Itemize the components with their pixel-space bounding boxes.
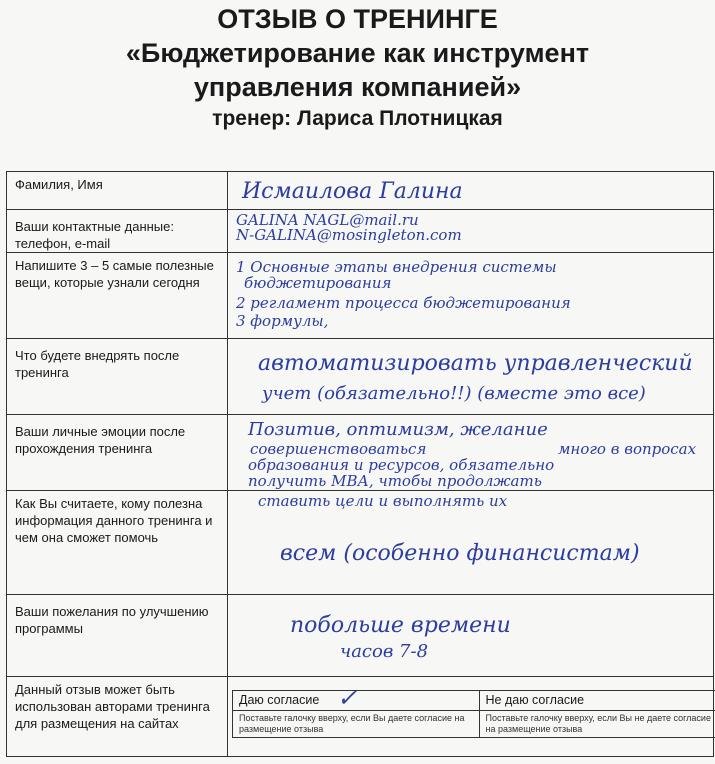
answer-text: учет (обязательно!!) (вместе это все) [262, 383, 646, 404]
agree-label: Даю согласие [239, 693, 320, 707]
answer-text: Исмаилова Галина [242, 179, 463, 204]
answer-emotions[interactable] [228, 415, 714, 491]
trainer-name: тренер: Лариса Плотницкая [212, 107, 503, 130]
answer-text: образования и ресурсов, обязательно [248, 456, 555, 474]
disagree-label: Не даю согласие [485, 693, 585, 707]
disagree-option[interactable] [479, 691, 715, 711]
form-header [0, 0, 715, 133]
question-emotions: Ваши личные эмоции после прохождения тренинга [7, 415, 228, 491]
table-row [7, 595, 714, 677]
answer-suggestions[interactable] [228, 595, 714, 677]
checkmark-icon: ✓ [337, 684, 358, 712]
answer-name[interactable] [228, 172, 714, 210]
answer-text: много в вопросах [558, 440, 697, 458]
table-row [7, 172, 714, 210]
table-row [7, 677, 714, 757]
question-implement: Что будете внедрять после тренинга [7, 339, 228, 415]
table-row [7, 339, 714, 415]
table-row [7, 253, 714, 339]
answer-text: всем (особенно финансистам) [280, 541, 640, 566]
question-consent: Данный отзыв может быть использован авторами тренинга для размещения на сайтах [7, 677, 228, 757]
agree-hint: Поставьте галочку вверху, если Вы даете согласие на размещение отзыва [233, 711, 480, 738]
answer-text: бюджетирования [244, 274, 392, 292]
training-name-line1: «Бюджетирование как инструмент [125, 38, 590, 68]
answer-text: автоматизировать управленческий [258, 351, 693, 376]
answer-consent [228, 677, 714, 757]
answer-text: N-GALINA@mosingleton.com [236, 226, 462, 244]
consent-table [232, 684, 715, 738]
table-row [7, 210, 714, 253]
question-name: Фамилия, Имя [7, 172, 228, 210]
answer-text: 2 регламент процесса бюджетирования [236, 294, 571, 312]
question-contacts: Ваши контактные данные: телефон, e-mail [7, 210, 228, 253]
question-suggestions: Ваши пожелания по улучшению программы [7, 595, 228, 677]
form-title: ОТЗЫВ О ТРЕНИНГЕ [217, 4, 498, 34]
disagree-hint: Поставьте галочку вверху, если Вы не даете согласие на размещение отзыва [479, 711, 715, 738]
answer-text: часов 7-8 [340, 641, 429, 662]
training-name-line2: управления компанией» [193, 72, 522, 102]
answer-text: GALINA NAGL@mail.ru [236, 211, 419, 229]
answer-contacts[interactable] [228, 210, 714, 253]
table-row [7, 491, 714, 595]
feedback-table [6, 171, 714, 757]
answer-implement[interactable] [228, 339, 714, 415]
answer-text: Позитив, оптимизм, желание [248, 419, 548, 440]
answer-text: ставить цели и выполнять их [258, 492, 508, 510]
answer-text: получить МВА, чтобы продолжать [248, 472, 542, 490]
agree-option[interactable] [233, 684, 480, 712]
answer-text: побольше времени [290, 613, 511, 638]
answer-text: 1 Основные этапы внедрения системы [236, 258, 557, 276]
answer-text: 3 формулы, [236, 312, 329, 330]
answer-useful[interactable] [228, 253, 714, 339]
answer-text: совершенствоваться [250, 440, 427, 458]
question-useful: Напишите 3 – 5 самые полезные вещи, которые узнали сегодня [7, 253, 228, 339]
question-audience: Как Вы считаете, кому полезна информация данного тренинга и чем она сможет помочь [7, 491, 228, 595]
table-row [7, 415, 714, 491]
answer-audience[interactable] [228, 491, 714, 595]
